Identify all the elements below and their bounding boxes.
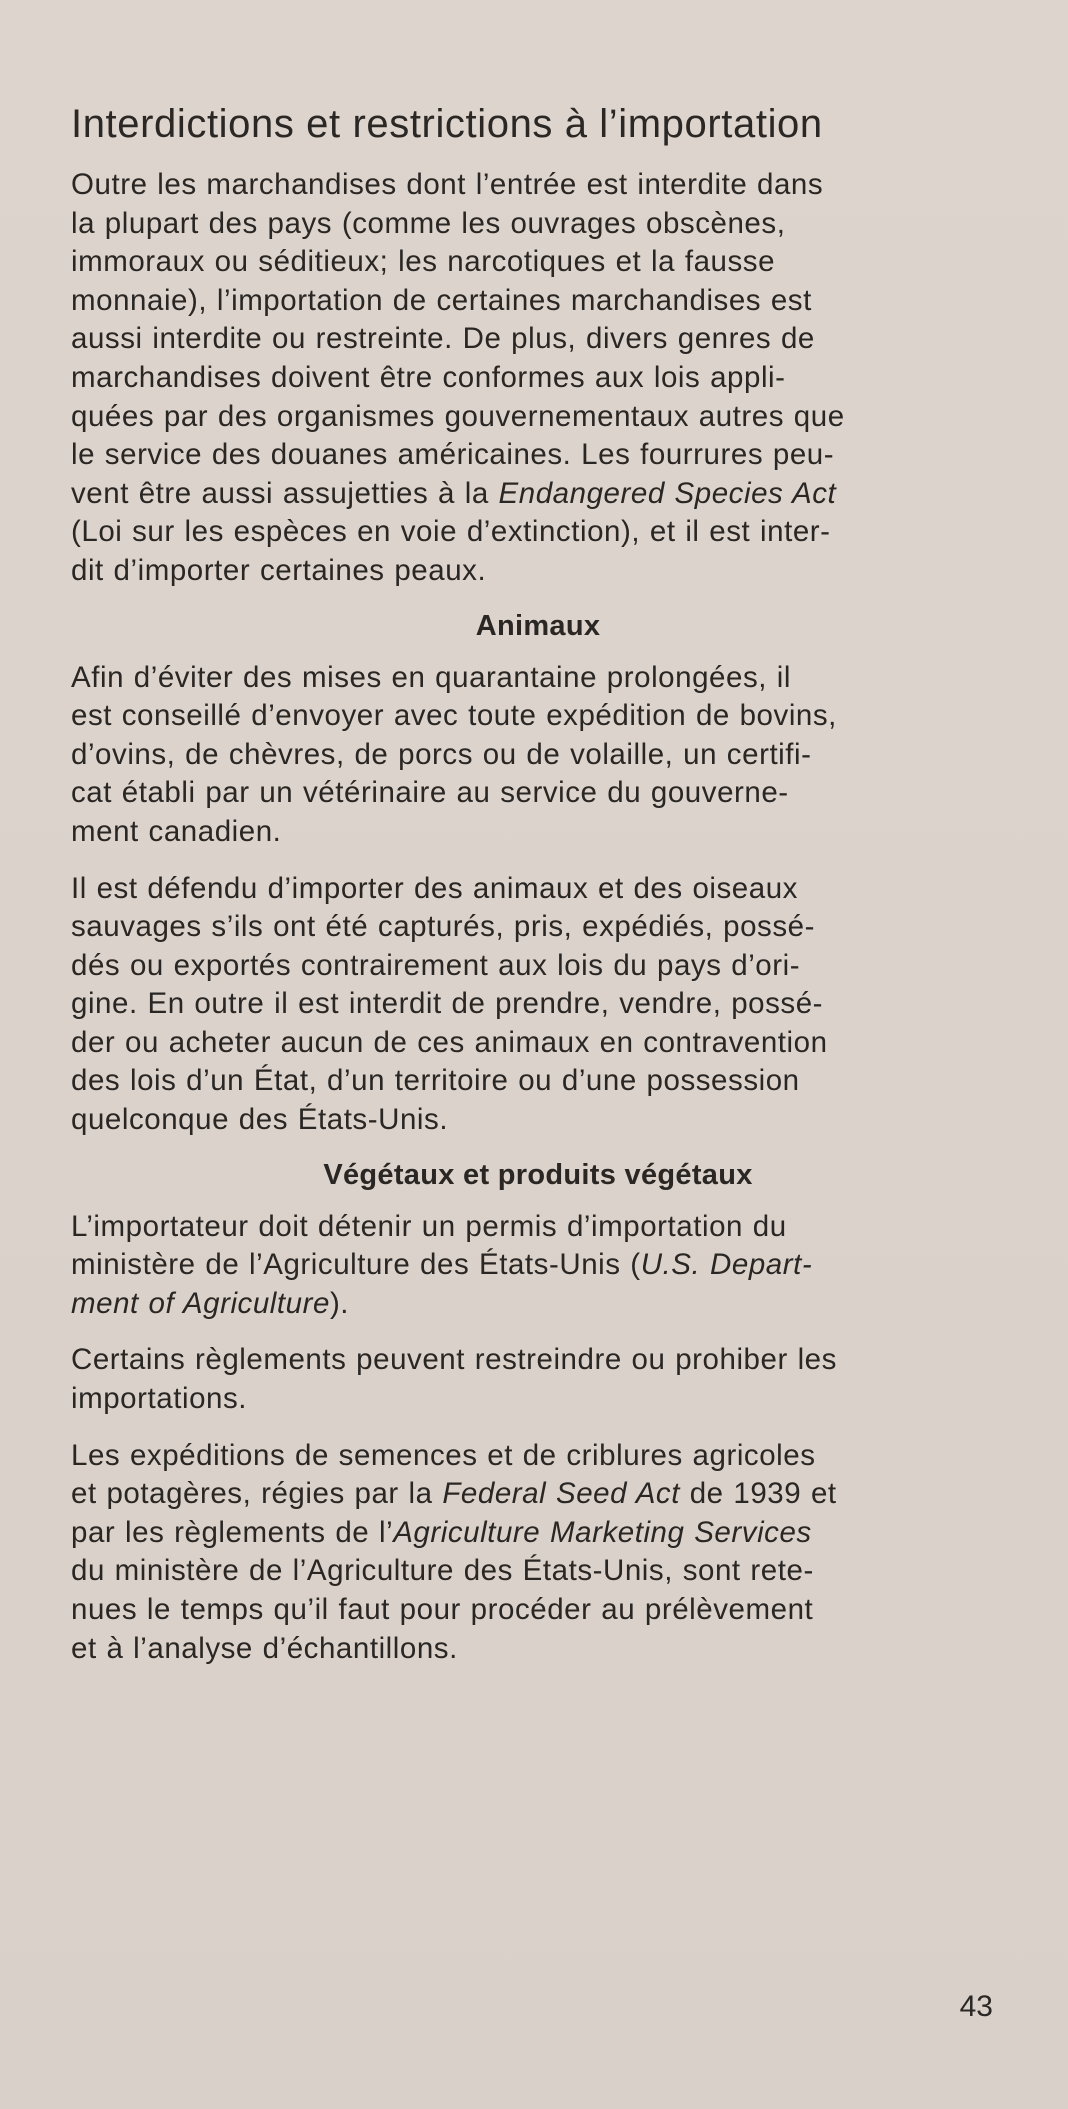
page-content bbox=[71, 98, 1005, 1668]
text-line: la plupart des pays (comme les ouvrages obscènes, bbox=[71, 206, 786, 240]
text-line: Il est défendu d’importer des animaux et des oiseaux bbox=[71, 871, 798, 905]
text-line: Afin d’éviter des mises en quarantaine prolongées, il bbox=[71, 660, 791, 694]
text-line: ment canadien. bbox=[71, 814, 282, 848]
act-title-federal-seed: Federal Seed Act bbox=[442, 1477, 680, 1511]
text-line: quées par des organismes gouvernementaux autres que bbox=[71, 399, 845, 433]
text-line: Les expéditions de semences et de criblures agricoles bbox=[71, 1438, 816, 1472]
text-line: nues le temps qu’il faut pour procéder au prélèvement bbox=[71, 1593, 814, 1626]
text-line: des lois d’un État, d’un territoire ou d’une possession bbox=[71, 1064, 800, 1098]
vegetaux-paragraph-3 bbox=[71, 1437, 1005, 1669]
section-heading-vegetaux: Végétaux et produits végétaux bbox=[323, 1158, 753, 1191]
text-line: marchandises doivent être conformes aux lois appli- bbox=[71, 360, 786, 394]
text-line: gine. En outre il est interdit de prendre, vendre, possé- bbox=[71, 987, 824, 1021]
animaux-paragraph-2 bbox=[71, 870, 1005, 1140]
animaux-paragraph-1 bbox=[71, 659, 1005, 852]
text-line: Outre les marchandises dont l’entrée est interdite dans bbox=[71, 168, 824, 201]
vegetaux-paragraph-1 bbox=[71, 1208, 1005, 1324]
text-line: dés ou exportés contrairement aux lois du pays d’ori- bbox=[71, 948, 801, 982]
section-heading-animaux: Animaux bbox=[475, 609, 601, 642]
text-line: sauvages s’ils ont été capturés, pris, expédiés, possé- bbox=[71, 910, 815, 944]
text-line: d’ovins, de chèvres, de porcs ou de volaille, un certifi- bbox=[71, 737, 812, 771]
page-title: Interdictions et restrictions à l’importation bbox=[71, 102, 823, 146]
text-line: aussi interdite ou restreinte. De plus, divers genres de bbox=[71, 322, 815, 356]
text-line: et à l’analyse d’échantillons. bbox=[71, 1631, 458, 1665]
agency-name-ams: Agriculture Marketing Services bbox=[393, 1515, 812, 1549]
page-number: 43 bbox=[959, 1990, 993, 2023]
vegetaux-paragraph-2 bbox=[71, 1341, 1005, 1418]
intro-paragraph bbox=[71, 166, 1005, 591]
text-line: de 1939 et bbox=[679, 1477, 837, 1511]
usda-name-continued: ment of Agriculture bbox=[71, 1286, 330, 1320]
text-line: et potagères, régies par la bbox=[71, 1477, 443, 1511]
text-line: par les règlements de l’ bbox=[71, 1515, 394, 1549]
text-line: (Loi sur les espèces en voie d’extinction), et il est inter- bbox=[71, 515, 831, 549]
text-line: du ministère de l’Agriculture des États-Unis, sont rete- bbox=[71, 1554, 814, 1588]
text-line: cat établi par un vétérinaire au service du gouverne- bbox=[71, 776, 789, 810]
text-line: immoraux ou séditieux; les narcotiques et la fausse bbox=[71, 245, 776, 279]
text-line: est conseillé d’envoyer avec toute expédition de bovins, bbox=[71, 699, 837, 733]
text-line: monnaie), l’importation de certaines marchandises est bbox=[71, 283, 812, 317]
text-line: importations. bbox=[71, 1382, 248, 1416]
usda-name: U.S. Depart- bbox=[640, 1248, 813, 1282]
text-line: Certains règlements peuvent restreindre ou prohiber les bbox=[71, 1343, 837, 1377]
text-line: dit d’importer certaines peaux. bbox=[71, 553, 487, 587]
text-line: L’importateur doit détenir un permis d’importation du bbox=[71, 1209, 787, 1243]
text-line: le service des douanes américaines. Les fourrures peu- bbox=[71, 438, 835, 472]
text-line: vent être aussi assujetties à la bbox=[71, 476, 499, 510]
text-line: ). bbox=[329, 1286, 350, 1320]
text-line: der ou acheter aucun de ces animaux en contravention bbox=[71, 1025, 828, 1059]
text-line: ministère de l’Agriculture des États-Unis ( bbox=[71, 1248, 641, 1282]
text-line: quelconque des États-Unis. bbox=[71, 1103, 449, 1137]
act-title-endangered-species: Endangered Species Act bbox=[498, 476, 837, 510]
